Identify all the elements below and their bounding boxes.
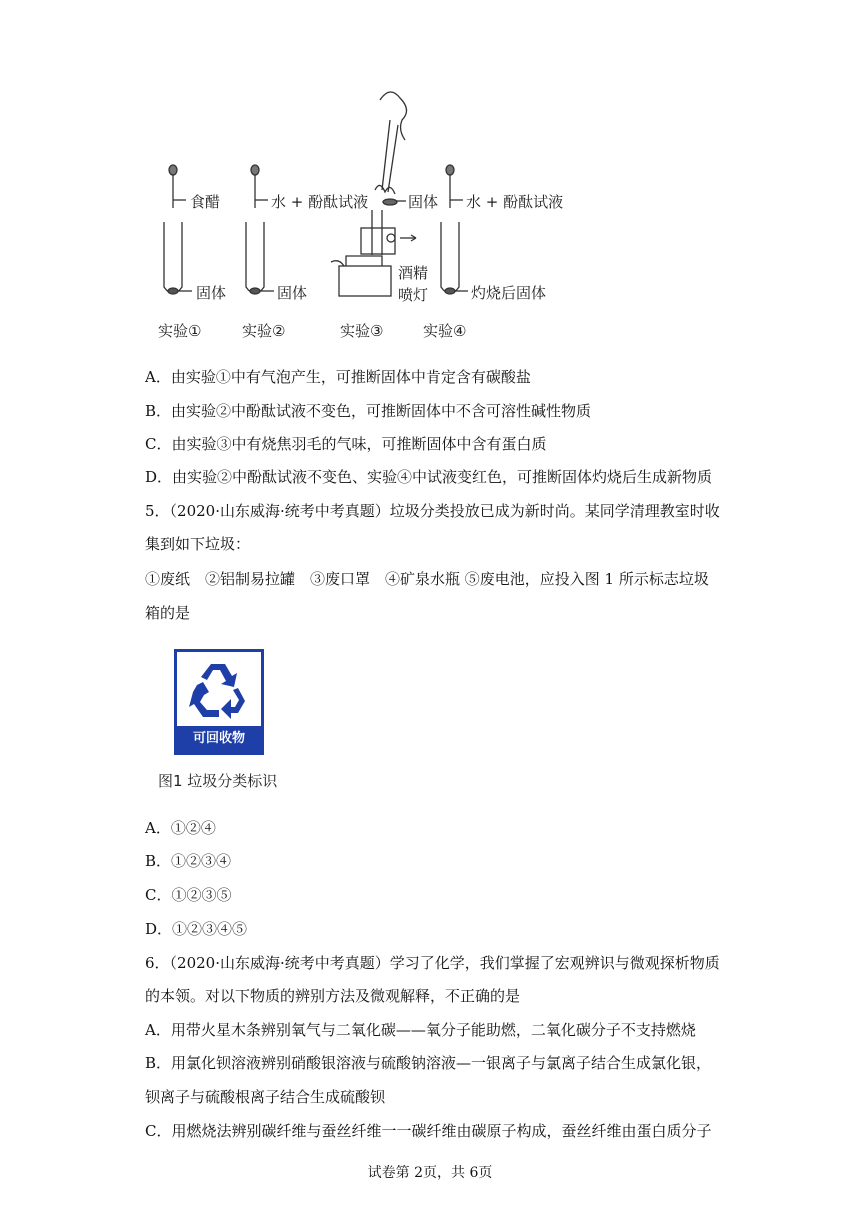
label-lamp-line1: 酒精 bbox=[398, 264, 429, 282]
q5-stem-line2: 集到如下垃圾： bbox=[145, 535, 251, 553]
experiment-label-2: 实验② bbox=[242, 322, 286, 340]
q6-option-a: A．用带火星木条辨别氧气与二氧化碳——氧分子能助燃，二氧化碳分子不支持燃烧 bbox=[145, 1021, 696, 1039]
test-tube-4 bbox=[441, 222, 459, 294]
q5-option-c: C．①②③⑤ bbox=[145, 886, 232, 904]
recycle-icon bbox=[177, 652, 261, 726]
label-solid-1: 固体 bbox=[196, 284, 227, 302]
q5-option-d: D．①②③④⑤ bbox=[145, 920, 248, 938]
alcohol-blowtorch bbox=[331, 210, 395, 296]
q5-stem-line1: 5．（2020·山东威海·统考中考真题）垃圾分类投放已成为新时尚。某同学清理教室时收 bbox=[145, 502, 720, 520]
label-water-phenolphthalein-2: 水 + 酚酞试液 bbox=[271, 193, 369, 211]
dropper-2 bbox=[251, 165, 259, 208]
q5-option-a: A．①②④ bbox=[145, 819, 216, 837]
q6-stem-line1: 6．（2020·山东威海·统考中考真题）学习了化学，我们掌握了宏观辨识与微观探析物质 bbox=[145, 954, 720, 972]
dropper-1 bbox=[169, 165, 177, 208]
label-water-phenolphthalein-4: 水 + 酚酞试液 bbox=[466, 193, 564, 211]
page-footer: 试卷第 2页，共 6页 bbox=[367, 1165, 493, 1181]
experiment-label-1: 实验① bbox=[158, 322, 202, 340]
experiment-figure bbox=[150, 80, 580, 350]
q4-option-b: B．由实验②中酚酞试液不变色，可推断固体中不含可溶性碱性物质 bbox=[145, 402, 592, 420]
q5-stem-line4: 箱的是 bbox=[145, 604, 191, 622]
label-solid-2: 固体 bbox=[277, 284, 308, 302]
recyclable-logo bbox=[174, 649, 264, 755]
test-tube-2 bbox=[246, 222, 264, 294]
logo-caption: 图1 垃圾分类标识 bbox=[158, 772, 278, 790]
label-vinegar: 食醋 bbox=[190, 193, 221, 211]
q5-option-b: B．①②③④ bbox=[145, 852, 232, 870]
q4-option-d: D．由实验②中酚酞试液不变色、实验④中试液变红色，可推断固体灼烧后生成新物质 bbox=[145, 468, 713, 486]
crucible-tongs bbox=[375, 92, 407, 194]
label-lamp-line2: 喷灯 bbox=[398, 286, 429, 304]
q4-option-c: C．由实验③中有烧焦羽毛的气味，可推断固体中含有蛋白质 bbox=[145, 435, 547, 453]
q4-option-a: A．由实验①中有气泡产生，可推断固体中肯定含有碳酸盐 bbox=[145, 368, 531, 386]
q6-option-b-line2: 钡离子与硫酸根离子结合生成硫酸钡 bbox=[145, 1088, 386, 1106]
experiment-apparatus-diagram bbox=[150, 80, 580, 350]
label-burned-solid: 灼烧后固体 bbox=[471, 284, 547, 302]
q6-option-c-line1: C．用燃烧法辨别碳纤维与蚕丝纤维一一碳纤维由碳原子构成，蚕丝纤维由蛋白质分子 bbox=[145, 1122, 712, 1140]
q6-stem-line2: 的本领。对以下物质的辨别方法及微观解释，不正确的是 bbox=[145, 987, 521, 1005]
logo-text: 可回收物 bbox=[177, 726, 261, 752]
experiment-label-4: 实验④ bbox=[423, 322, 467, 340]
experiment-label-3: 实验③ bbox=[340, 322, 384, 340]
test-tube-1 bbox=[164, 222, 182, 294]
q6-option-b-line1: B．用氯化钡溶液辨别硝酸银溶液与硫酸钠溶液—一银离子与氯离子结合生成氯化银， bbox=[145, 1054, 712, 1072]
q5-stem-line3: ①废纸 ②铝制易拉罐 ③废口罩 ④矿泉水瓶 ⑤废电池，应投入图 1 所示标志垃圾 bbox=[145, 570, 709, 588]
dropper-4 bbox=[446, 165, 454, 208]
label-solid-3: 固体 bbox=[408, 193, 439, 211]
